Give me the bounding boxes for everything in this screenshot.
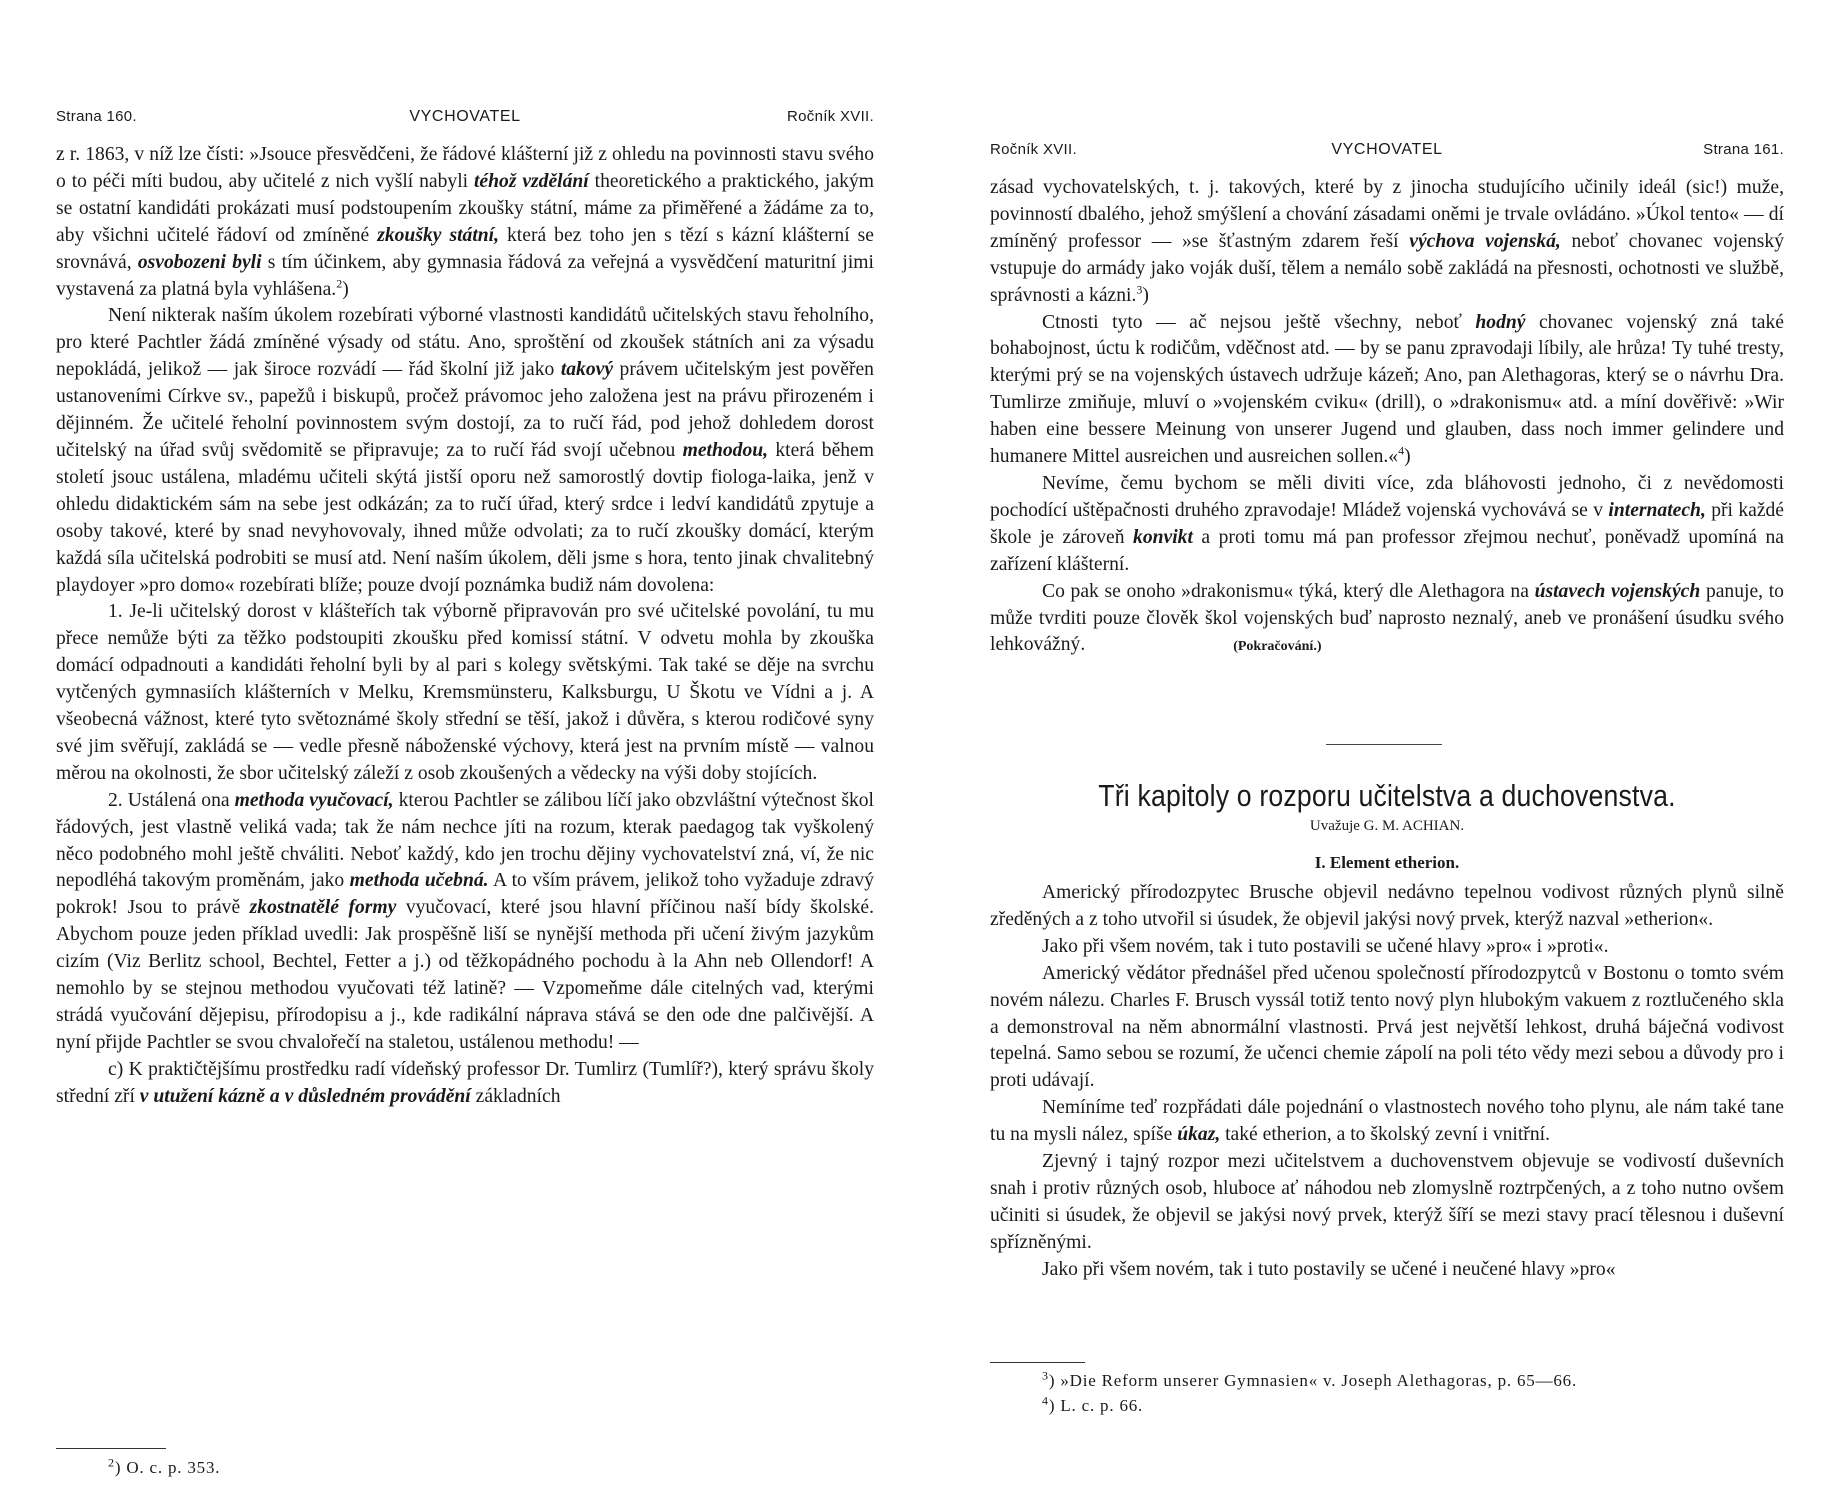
footnote [56,1455,874,1480]
emphasis: internatech, [1608,499,1706,521]
article-title: Tři kapitoly o rozporu učitelstva a duchovenstva. [1098,778,1676,813]
text-run: zásad vychovatelských, t. j. takových, které by z jinocha studujícího učinily ideál (sic!) muže, povinností dbalého, jehož smýšlení a chování zásadami oněmi je trvale ovládáno. »Úkol tento« — dí zmíněný professor — »se šťastným zdarem řeší [990,177,1784,252]
left-body-text [56,142,874,1111]
footnote-text: ) »Die Reform unserer Gymnasien« v. Joseph Alethagoras, p. 65—66. [1048,1371,1578,1390]
text-run: z r. 1863, v níž lze čísti: »Jsouce přesvědčeni, že řádové klášterní již z ohledu na povinnosti stavu svého o to péči míti budou, aby učitelé z nich vyšlí nabyli [56,144,874,192]
emphasis: methoda vyučovací, [234,789,394,811]
text-run: ) [1404,446,1411,468]
emphasis: takový [560,359,614,381]
footnotes-right [990,1368,1784,1418]
paragraph [990,1095,1784,1149]
text-run: Ctnosti tyto — ač nejsou ještě všechny, neboť [1042,311,1476,333]
paragraph [990,1149,1784,1257]
footnote-ref: 4 [1398,443,1405,458]
text-run: ) [342,278,349,300]
paragraph [990,579,1784,662]
emphasis: výchova vojenská, [1409,230,1561,252]
journal-title-right: VYCHOVATEL [1331,141,1443,158]
text-run: kterou Pachtler se zálibou líčí jako obzvláštní výtečnost škol řádových, jest vlastně veliká vada; tak že nám nechce jíti na rozum, kterak paedagog tak vyškolený něco podobného mohl ještě chváliti. Neboť každý, kdo jen trochu dějiny vychovatelství zná, ví, že nic nepodléhá takovým proměnám, jako [56,789,874,892]
paragraph [990,310,1784,471]
emphasis: hodný [1475,311,1526,333]
article-body-text [990,880,1784,1284]
emphasis: téhož vzdělání [473,170,589,192]
paragraph [990,934,1784,961]
paragraph [56,599,874,787]
paragraph [990,471,1784,579]
text-run: Americký přírodozpytec Brusche objevil nedávno tepelnou vodivost různých plynů silně zředěných a z toho utvořil si úsudek, že objevil jakýsi nový prvek, kterýž nazval »etherion«. [990,882,1784,930]
text-run: také etherion, a to školský zevní i vnitřní. [1220,1124,1550,1146]
paragraph [990,1257,1784,1284]
text-run: Co pak se onoho »drakonismu« týká, který dle Alethagora na [1042,580,1535,602]
text-run: základních [470,1085,561,1107]
text-run: Jako při všem novém, tak i tuto postavily se učené i neučené hlavy »pro« [1042,1258,1616,1280]
emphasis: konvikt [1133,526,1193,548]
footnote-mark: 2 [108,1455,115,1470]
footnote-text: ) O. c. p. 353. [114,1458,221,1477]
footnote-rule-right [990,1362,1085,1363]
text-run: s tím účinkem, aby gymnasia řádová za veřejná a vysvědčení maturitní jimi vystavená za platná byla vyhlášena. [56,251,874,300]
paragraph [56,788,874,1057]
emphasis: zkostnatělé formy [249,897,397,919]
text-run: theoretického a praktického, jakým se ostatní kandidáti prokázati musí podstoupením zkoušky státní, máme za přiměřené a žádáme za to, aby všichni učitelé řádoví od zmíněné [56,170,874,246]
emphasis: osvobozeni byli [137,251,262,273]
page-number-left: Strana 160. [56,108,137,125]
text-run: která během století jsouc ustálena, mladému učiteli skýtá jistší oporu než samorostlý dovtip fiologa-laika, jenž v ohledu didaktickém sám na sebe jest odkázán; za to ručí úřad, který srdce i ledví kandidátů zpytuje a osoby takové, které by snad nevyhovovaly, ihned může odvolati; za to ručí zkoušky domácí, kterým každá síla učitelská podrobiti se musí atd. Není naším úkolem, děli jsme s hora, tento jinak chvalitebný playdoyer »pro domo« rozebírati blíže; pouze dvojí poznámka budiž nám dovolena: [56,439,874,596]
text-run: 1. Je-li učitelský dorost v klášteřích tak výborně připravován pro své učitelské povolání, tu mu přece nemůže býti za těžko podstoupiti zkoušku před komissí státní. V odvetu mohla by zkouška domácí odpadnouti a kandidáti řeholní byli by al pari s kolegy světskými. Tak také se děje na svrchu vytčených gymnasiích klášterních v Melku, Kremsmünsteru, Kalksburgu, U Škotu ve Vídni a j. A všeobecná vážnost, které tyto světoznámé školy střední se těší, jakož i důvěra, s kterou rodičové syny své jim svěřují, zakládá se — vedle přesně náboženské výchovy, která jest na prvním místě — valnou měrou na okolnosti, že sbor učitelský záleží z osob zkoušených a vědecky na výši doby stojících. [56,601,874,784]
text-run: A to vším právem, jelikož toho vyžaduje zdravý pokrok! Jsou to právě [56,870,874,919]
emphasis: methodou, [682,439,769,461]
page-number-right: Strana 161. [1703,141,1784,158]
text-run: a proti tomu má pan professor zřejmou nechuť, poněvadž upomíná na zařízení klášterní. [990,526,1784,575]
text-run: právem učitelským jest pověřen ustanoveními Církve sv., papežů i biskupů, pročež právomoc jeho založena jest na právu přirozeném i dějinném. Že učitelé řeholní povinnostem svým dostojí, za to ručí řád, pod jehož dohledem dorost učitelský na úřad svůj svědomitě se připravuje; za to ručí řád svojí učebnou [56,359,874,461]
volume-label-right: Ročník XVII. [990,141,1077,158]
text-run: Nemíníme teď rozpřádati dále pojednání o vlastnostech nového toho plynu, ale nám také tane tu na mysli nález, spíše [990,1097,1784,1146]
emphasis: zkoušky státní, [377,224,499,246]
text-run: 2. Ustálená ona [108,789,235,811]
journal-title-left: VYCHOVATEL [409,108,521,125]
text-run: c) K praktičtějšímu prostředku radí vídeňský professor Dr. Tumlirz (Tumlíř?), který správu školy střední zří [56,1058,874,1107]
text-run: Americký vědátor přednášel před učenou společností přírodozpytců v Bostonu o tomto svém novém nálezu. Charles F. Brusch vyssál totiž tento nový plyn hlubokým vakuem z roztlučeného skla a demonstroval na něm abnormální vlastnosti. Prvá jest největší lehkost, druhá báječná vodivost tepelná. Samo sebou se rozumí, že učenci chemie zápolí na poli této vědy mezi sebou a důvody pro i proti udávají. [990,962,1784,1092]
paragraph [990,961,1784,1096]
paragraph [56,1057,874,1111]
text-run: vyučovací, které jsou hlavní příčinou naší bídy školské. Abychom pouze jeden příklad uvedli: Jak prospěšně liší se nynější methoda při učení živým jazykům cizím (Viz Berlitz school, Bechtel, Fetter a j.) od těžkopádného pochodu à la Ahn neb Ollendorf! A nemohlo by se stejnou methodou vyučovati též latině? — Vzpomeňme dále citelných vad, kterými strádá vyučování dějepisu, přírodopisu a j., kde radikální náprava stává se den ode dne palčivější. A nyní přijde Pachtler se svou chvalořečí na staletou, ustálenou methodu! — [56,897,874,1053]
paragraph [56,142,874,303]
footnote-mark: 4 [1042,1393,1049,1408]
emphasis: úkaz, [1177,1124,1221,1146]
paragraph [990,880,1784,934]
footnote-rule-left [56,1448,166,1449]
text-run: chovanec vojenský zná také bohabojnost, úctu k rodičům, vděčnost atd. — by se panu zpravodaji líbily, ale hrůza! Ty tuhé tresty, kterými prý se na vojenských ústavech udržuje kázeň; Ano, pan Alethagoras, který se o návrhu Dra. Tumlirze zmiňuje, mluví o »vojenském cviku« (drill), o »drakonismu« atd. a míní dověřivě: »Wir haben eine bessere Meinung von unserer Jugend und glauben, dass noch immer gelindere und humanere Mittel ausreichen und ausreichen sollen.« [990,311,1784,468]
continued-note: (Pokračování.) [1233,639,1322,655]
emphasis: methoda učebná. [349,870,489,892]
volume-label-left: Ročník XVII. [787,108,874,125]
footnote-mark: 3 [1042,1368,1049,1383]
paragraph [990,175,1784,310]
footnotes-left [56,1455,874,1480]
emphasis: ústavech vojenských [1534,580,1701,602]
emphasis: v utužení kázně a v důsledném provádění [139,1085,471,1107]
footnote-ref: 2 [336,276,343,290]
right-body-text [990,175,1784,661]
footnote-text: ) L. c. p. 66. [1048,1396,1144,1415]
text-run: Zjevný i tajný rozpor mezi učitelstvem a duchovenstvem objevuje se vodivostí duševních snah i protiv různých osob, hluboce ať náhodou neb zlomyslně roztrpčených, a z toho nutno ovšem učiniti si úsudek, že objevil se jakýsi nový prvek, kterýž šíří se mezi stavy prací tělesnou i duševní spřízněnými. [990,1151,1784,1253]
text-run: panuje, to může tvrditi pouze člověk škol vojenských buď naprosto neznalý, aneb ve pronášení úsudku svého lehkovážný. [990,580,1784,656]
text-run: Není nikterak naším úkolem rozebírati výborné vlastnosti kandidátů učitelských stavu řeholního, pro které Pachtler žádá zmíněné výsady od státu. Ano, sproštění od zkoušek státních ani za výsadu nepokládá, jelikož — jak široce rozvádí — řád školní již jako [56,305,874,381]
text-run: ) [1142,284,1149,306]
footnote-ref: 3 [1136,282,1143,297]
article-section-heading: I. Element etherion. [1314,853,1460,872]
text-run: která bez toho jen s tězí s kázní klášterní se srovnává, [56,224,874,273]
article-separator [1326,744,1442,745]
text-run: Jako při všem novém, tak i tuto postavili se učené hlavy »pro« i »proti«. [1042,935,1609,957]
text-run: Nevíme, čemu bychom se měli diviti více, zda bláhovosti jednoho, či z nevědomosti pochodící uštěpačnosti druhého zpravodaje! Mládež vojenská vychovává se v [990,472,1784,521]
paragraph [56,303,874,599]
article-author: Uvažuje G. M. ACHIAN. [1309,818,1465,834]
text-run: neboť chovanec vojenský vstupuje do armády jako voják duší, tělem a nemálo sobě zakládá na přesnosti, ochotnosti ve službě, správnosti a kázni. [990,230,1785,306]
footnote [990,1368,1784,1393]
footnote [990,1393,1784,1418]
text-run: při každé škole je zároveň [990,499,1785,548]
